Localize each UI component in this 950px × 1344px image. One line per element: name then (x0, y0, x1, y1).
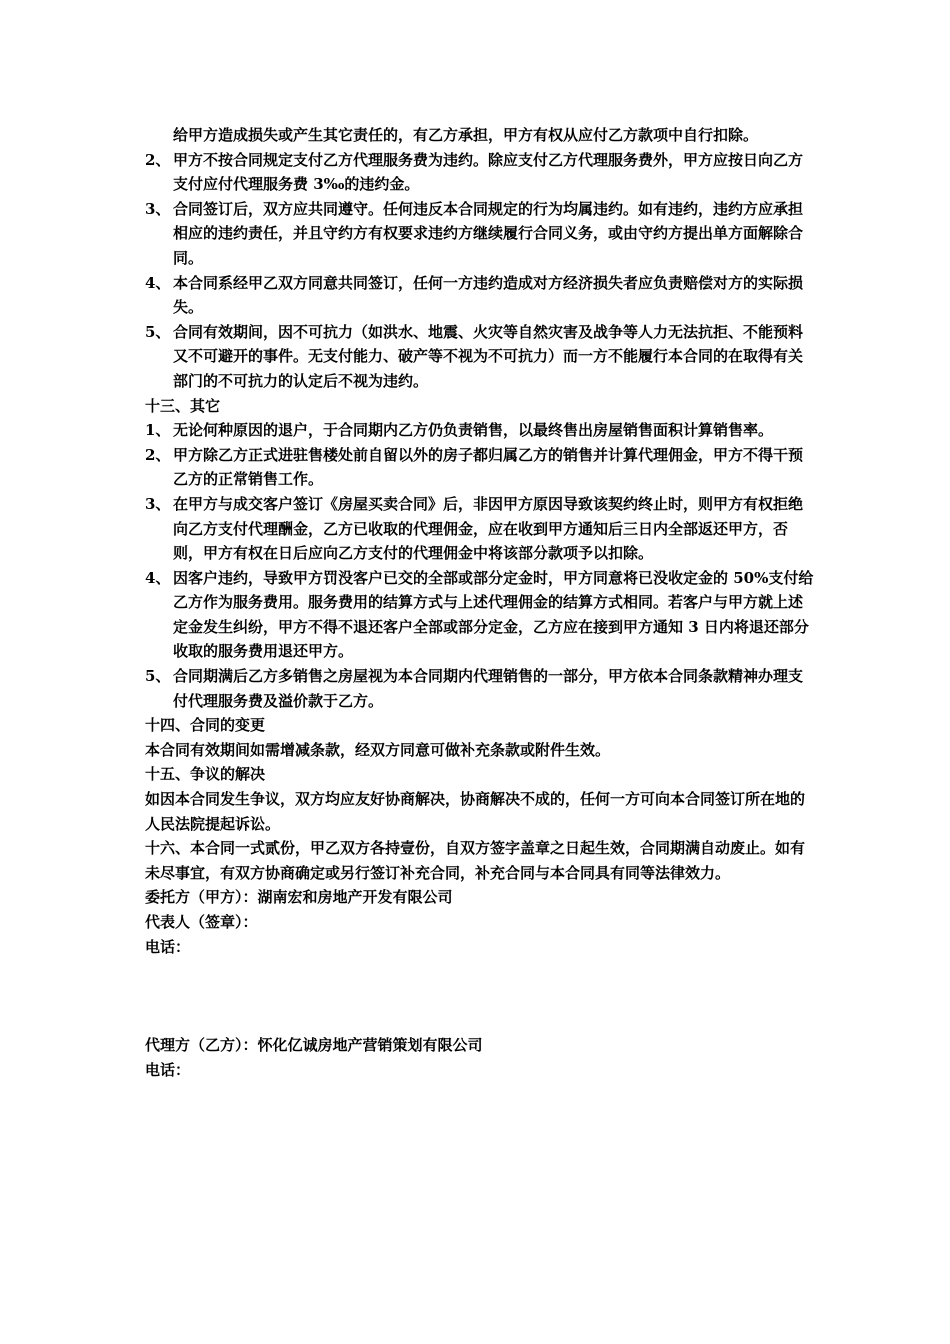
section12-item1-continuation: 给甲方造成损失或产生其它责任的，有乙方承担，甲方有权从应付乙方款项中自行扣除。 (173, 126, 759, 144)
section16-text: 十六、本合同一式贰份，甲乙双方各持壹份，自双方签字盖章之日起生效，合同期满自动废止。如有未尽事宜，有双方协商确定或另行签订补充合同，补充合同与本合同具有同等法律效力。 (145, 839, 806, 882)
item-number: 1、 (145, 421, 171, 440)
item-text: 甲方除乙方正式进驻售楼处前自留以外的房子都归属乙方的销售并计算代理佣金，甲方不得干预乙方的正常销售工作。 (173, 445, 804, 489)
section15-text: 如因本合同发生争议，双方均应友好协商解决，协商解决不成的，任何一方可向本合同签订所在地的人民法院提起诉讼。 (145, 790, 806, 833)
section13-heading: 十三、其它 (145, 396, 221, 415)
section14-text: 本合同有效期间如需增减条款，经双方同意可做补充条款或附件生效。 (145, 740, 611, 759)
party-a-phone: 电话： (145, 937, 191, 956)
party-a-name: 委托方（甲方）：湖南宏和房地产开发有限公司 (145, 888, 453, 907)
item-number: 5、 (145, 322, 171, 341)
item-number: 5、 (145, 667, 171, 686)
section14-heading: 十四、合同的变更 (145, 716, 266, 735)
item-text: 在甲方与成交客户签订《房屋买卖合同》后，非因甲方原因导致该契约终止时，则甲方有权拒绝向乙方支付代理酬金，乙方已收取的代理佣金，应在收到甲方通知后三日内全部返还甲方，否则，甲方有权在日后应向乙方支付的代理佣金中将该部分款项予以扣除。 (173, 494, 804, 563)
party-a-representative: 代表人（签章）： (145, 913, 258, 931)
contract-page (145, 123, 815, 1082)
item-number: 4、 (145, 568, 171, 587)
item-number: 2、 (145, 150, 171, 169)
item-text: 甲方不按合同规定支付乙方代理服务费为违约。除应支付乙方代理服务费外，甲方应按日向乙方支付应付代理服务费 3‰的违约金。 (173, 150, 804, 194)
section13-item-5 (145, 664, 815, 713)
item-number: 3、 (145, 494, 171, 513)
signature-spacer (145, 959, 815, 1033)
party-b-phone: 电话： (145, 1060, 191, 1079)
item-text: 本合同系经甲乙双方同意共同签订，任何一方违约造成对方经济损失者应负责赔偿对方的实际损失。 (173, 273, 804, 317)
section13-item-3 (145, 492, 815, 566)
section13-item-1 (145, 418, 815, 443)
section12-item-5 (145, 320, 815, 394)
item-text: 因客户违约，导致甲方罚没客户已交的全部或部分定金时，甲方同意将已没收定金的 50%支付给乙方作为服务费用。服务费用的结算方式与上述代理佣金的结算方式相同。若客户与甲方就上述定金发生纠纷，甲方不得不退还客户全部或部分定金，乙方应在接到甲方通知 3 日内将退还部分收取的服务费用退还甲方。 (173, 568, 814, 661)
item-text: 合同期满后乙方多销售之房屋视为本合同期内代理销售的一部分，甲方依本合同条款精神办理支付代理服务费及溢价款于乙方。 (173, 667, 804, 710)
section15-heading: 十五、争议的解决 (145, 765, 266, 784)
party-b-name: 代理方（乙方）：怀化亿诚房地产营销策划有限公司 (145, 1036, 483, 1055)
section12-item-4 (145, 271, 815, 320)
item-text: 无论何种原因的退户，于合同期内乙方仍负责销售，以最终售出房屋销售面积计算销售率。 (173, 421, 774, 440)
section13-item-4 (145, 566, 815, 664)
item-number: 3、 (145, 199, 171, 218)
item-number: 2、 (145, 445, 171, 464)
item-text: 合同有效期间，因不可抗力（如洪水、地震、火灾等自然灾害及战争等人力无法抗拒、不能预料又不可避开的事件。无支付能力、破产等不视为不可抗力）而一方不能履行本合同的在取得有关部门的不可抗力的认定后不视为违约。 (173, 322, 804, 390)
section12-item-2 (145, 148, 815, 197)
section13-item-2 (145, 443, 815, 492)
item-text: 合同签订后，双方应共同遵守。任何违反本合同规定的行为均属违约。如有违约，违约方应承担相应的违约责任，并且守约方有权要求违约方继续履行合同义务，或由守约方提出单方面解除合同。 (173, 199, 804, 267)
section12-item-3 (145, 197, 815, 271)
item-number: 4、 (145, 273, 171, 292)
